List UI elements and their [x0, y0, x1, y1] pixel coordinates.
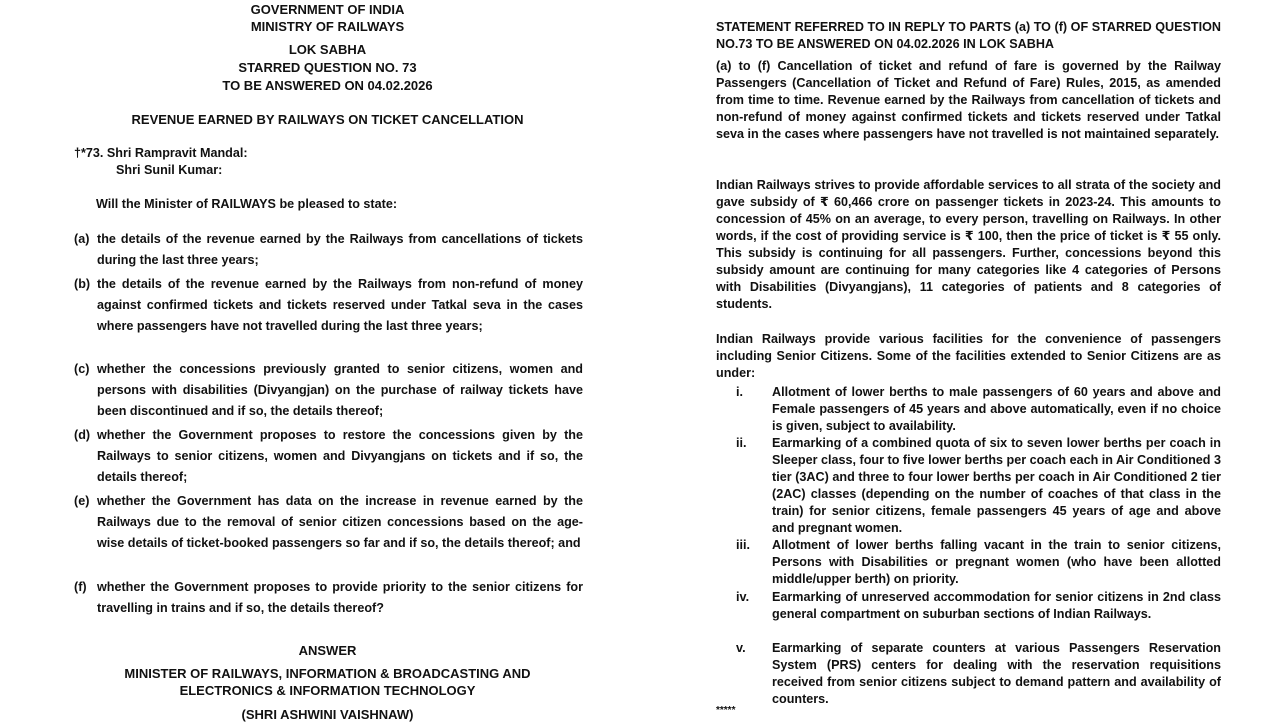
facility-item	[716, 384, 1221, 435]
facility-item	[716, 589, 1221, 640]
facility-item	[716, 640, 1221, 708]
facility-text: Earmarking of a combined quota of six to seven lower berths per coach in Sleeper class, four to five lower berths per coach each in Air Conditioned 3 tier (3AC) and three to four lower berths per coach in Air Conditioned 2 tier (2AC) classes (depending on the number of coaches of that class in the train) for senior citizens, female passengers 45 years of age and above and pregnant women.	[772, 436, 1221, 535]
question-text: whether the Government proposes to restore the concessions given by the Railways to senior citizens, women and Divyangjans on tickets and if so, the details thereof;	[97, 428, 583, 484]
facility-item	[716, 435, 1221, 537]
header-line-ministry: MINISTRY OF RAILWAYS	[250, 19, 405, 34]
facility-text: Allotment of lower berths falling vacant in the train to senior citizens, Persons with Disabilities or pregnant women (who have been allotted middle/upper berth) on priority.	[772, 538, 1221, 586]
header-line-house: LOK SABHA	[288, 42, 367, 57]
question-text: whether the Government proposes to provide priority to the senior citizens for travelling in trains and if so, the details thereof?	[97, 580, 583, 615]
facility-number: iii.	[736, 538, 750, 552]
facility-number: v.	[736, 641, 746, 655]
question-label: (c)	[74, 362, 90, 376]
statement-heading: STATEMENT REFERRED TO IN REPLY TO PARTS (a) TO (f) OF STARRED QUESTION NO.73 TO BE ANSWERED ON 04.02.2026 IN LOK SABHA	[716, 20, 1221, 51]
facility-text: Allotment of lower berths to male passengers of 60 years and above and Female passengers of 45 years and above automatically, even if no choice is given, subject to availability.	[772, 385, 1221, 433]
question-text: whether the Government has data on the increase in revenue earned by the Railways due to the removal of senior citizen concessions based on the age-wise details of ticket-booked passengers so far and if so, the details thereof; and	[97, 494, 583, 550]
question-label: (b)	[74, 277, 91, 291]
facility-number: i.	[736, 385, 743, 399]
question-label: (d)	[74, 428, 91, 442]
question-text: whether the concessions previously granted to senior citizens, women and persons with disabilities (Divyangjan) on the purchase of railway tickets have been discontinued and if so, the details thereof;	[97, 362, 583, 418]
answer-paragraph-3: Indian Railways provide various facilities for the convenience of passengers including Senior Citizens. Some of the facilities extended to Senior Citizens are as under:	[716, 332, 1221, 380]
header-line-answer-date: TO BE ANSWERED ON 04.02.2026	[222, 78, 433, 93]
minister-title-line-1: MINISTER OF RAILWAYS, INFORMATION & BROADCASTING AND	[124, 666, 531, 681]
question-label: (a)	[74, 232, 90, 246]
member-name-2: Shri Sunil Kumar:	[116, 163, 223, 177]
facility-text: Earmarking of separate counters at various Passengers Reservation System (PRS) centers for dealing with the reservation requisitions received from senior citizens subject to demand pattern and availability of counters.	[772, 641, 1221, 706]
answer-heading: ANSWER	[298, 643, 357, 658]
header-line-government: GOVERNMENT OF INDIA	[250, 2, 405, 17]
facility-number: iv.	[736, 590, 750, 604]
question-label: (e)	[74, 494, 90, 508]
question-text: the details of the revenue earned by the Railways from non-refund of money against confirmed tickets and tickets reserved under Tatkal seva in the cases where passengers have not travelled during the last three years;	[97, 277, 583, 333]
answer-paragraph-1: (a) to (f) Cancellation of ticket and refund of fare is governed by the Railway Passengers (Cancellation of Ticket and Refund of Fare) Rules, 2015, as amended from time to time. Revenue earned by the Railways from cancellation of tickets and non-refund of money against confirmed tickets and tickets reserved under Tatkal seva in the cases where passengers have not travelled is not maintained separately.	[716, 59, 1221, 141]
question-title: REVENUE EARNED BY RAILWAYS ON TICKET CANCELLATION	[131, 112, 524, 127]
end-mark: *****	[716, 705, 736, 716]
facility-number: ii.	[736, 436, 747, 450]
question-text: the details of the revenue earned by the Railways from cancellations of tickets during the last three years;	[97, 232, 583, 267]
member-name-1: †*73. Shri Rampravit Mandal:	[74, 146, 248, 160]
question-label: (f)	[74, 580, 87, 594]
facility-item	[716, 537, 1221, 588]
minister-title-line-2: ELECTRONICS & INFORMATION TECHNOLOGY	[179, 683, 476, 698]
question-intro: Will the Minister of RAILWAYS be pleased to state:	[96, 197, 398, 211]
minister-name: (SHRI ASHWINI VAISHNAW)	[241, 707, 414, 722]
facility-text: Earmarking of unreserved accommodation for senior citizens in 2nd class general compartment on suburban sections of Indian Railways.	[772, 590, 1221, 621]
header-line-question-number: STARRED QUESTION NO. 73	[238, 60, 417, 75]
answer-paragraph-2: Indian Railways strives to provide affordable services to all strata of the society and gave subsidy of ₹ 60,466 crore on passenger tickets in 2023-24. This amounts to concession of 45% on an average, to every person, travelling on Railways. In other words, if the cost of providing service is ₹ 100, then the price of ticket is ₹ 55 only. This subsidy is continuing for all passengers. Further, concessions beyond this subsidy amount are continuing for many categories like 4 categories of Persons with Disabilities (Divyangjans), 11 categories of patients and 8 categories of students.	[716, 178, 1221, 311]
